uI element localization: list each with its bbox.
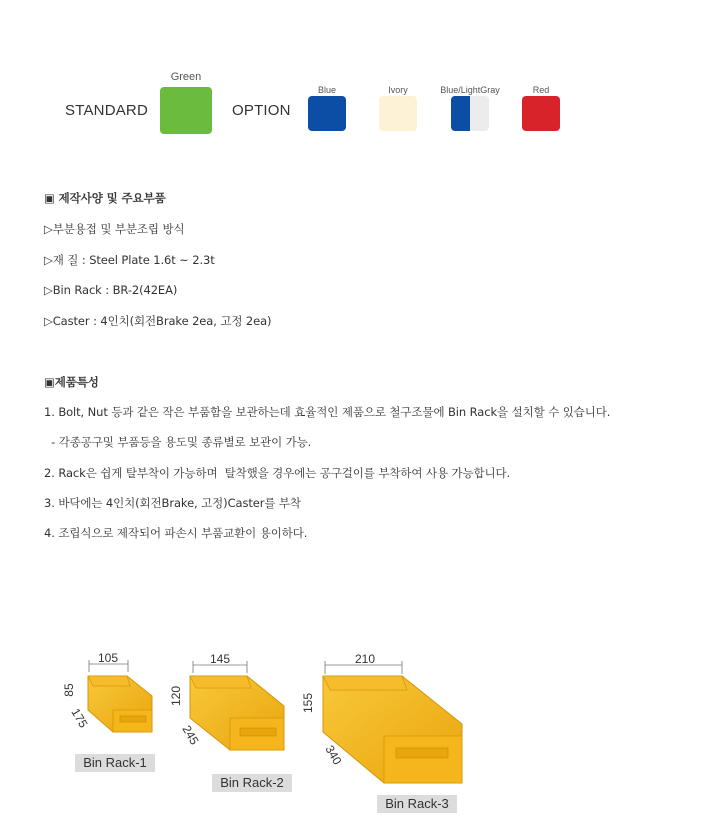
bin-rack-2-width: 145 [209, 652, 231, 666]
bin-rack-3-front [384, 736, 462, 783]
bin-rack-2-drawing [169, 652, 284, 750]
bin-rack-2-depth: 245 [179, 722, 202, 748]
bin-rack-1-caption: Bin Rack-1 [75, 754, 155, 772]
bin-rack-1-depth: 175 [68, 705, 91, 731]
swatch-label-ivory: Ivory [388, 85, 408, 95]
bin-rack-3-caption: Bin Rack-3 [377, 795, 457, 813]
specs-heading: ▣ 제작사양 및 주요부품 [44, 191, 166, 205]
bin-rack-3-width: 210 [354, 652, 376, 666]
spec-item-3: ▷Bin Rack : BR-2(42EA) [44, 283, 178, 297]
bin-rack-illustrations [0, 640, 709, 827]
swatch-ivory[interactable] [379, 96, 417, 131]
swatch-label-green: Green [170, 71, 202, 83]
swatch-lightgray-half [470, 96, 489, 131]
bin-rack-1-height: 85 [62, 683, 76, 697]
swatch-label-blue-lightgray: Blue/LightGray [440, 85, 500, 95]
bin-rack-1-rim [88, 676, 130, 686]
bin-rack-2-caption: Bin Rack-2 [212, 774, 292, 792]
spec-item-4: ▷Caster : 4인치(회전Brake 2ea, 고정 2ea) [44, 314, 272, 328]
bin-rack-3-rim [323, 676, 407, 690]
swatch-red[interactable] [522, 96, 560, 131]
bin-rack-3-label-slot [396, 748, 448, 758]
feature-item-3: 3. 바닥에는 4인치(회전Brake, 고정)Caster를 부착 [44, 496, 301, 510]
spec-item-1: ▷부분용접 및 부분조립 방식 [44, 222, 185, 236]
swatch-blue-half [451, 96, 470, 131]
bin-rack-1-label-slot [120, 716, 146, 722]
bin-rack-3-height: 155 [301, 692, 315, 714]
spec-item-2: ▷재 질 : Steel Plate 1.6t ~ 2.3t [44, 253, 215, 267]
bin-rack-3-drawing [301, 652, 462, 783]
swatch-label-red: Red [532, 85, 550, 95]
feature-item-4: 4. 조립식으로 제작되어 파손시 부품교환이 용이하다. [44, 526, 308, 540]
bin-rack-2-rim [190, 676, 251, 688]
swatch-green[interactable] [160, 87, 212, 134]
swatch-label-blue: Blue [317, 85, 336, 95]
feature-item-2: 2. Rack은 쉽게 탈부착이 가능하며 탈착했을 경우에는 공구걸이를 부착하여 사용 가능합니다. [44, 466, 511, 480]
swatch-blue[interactable] [308, 96, 346, 131]
bin-rack-1-width: 105 [97, 651, 119, 665]
feature-item-1: 1. Bolt, Nut 등과 같은 작은 부품함을 보관하는데 효율적인 제품으로 철구조물에 Bin Rack을 설치할 수 있습니다. [44, 405, 611, 419]
bin-rack-1-drawing [62, 651, 152, 732]
option-label: OPTION [232, 102, 291, 119]
bin-rack-2-height: 120 [169, 685, 183, 707]
swatch-blue-lightgray[interactable] [451, 96, 489, 131]
standard-label: STANDARD [65, 102, 148, 119]
bin-rack-2-label-slot [240, 728, 276, 736]
features-heading: ▣제품특성 [44, 375, 99, 389]
bin-rack-3-depth: 340 [322, 742, 345, 768]
feature-item-1-sub: - 각종공구및 부품등을 용도및 종류별로 보관이 가능. [44, 435, 312, 449]
